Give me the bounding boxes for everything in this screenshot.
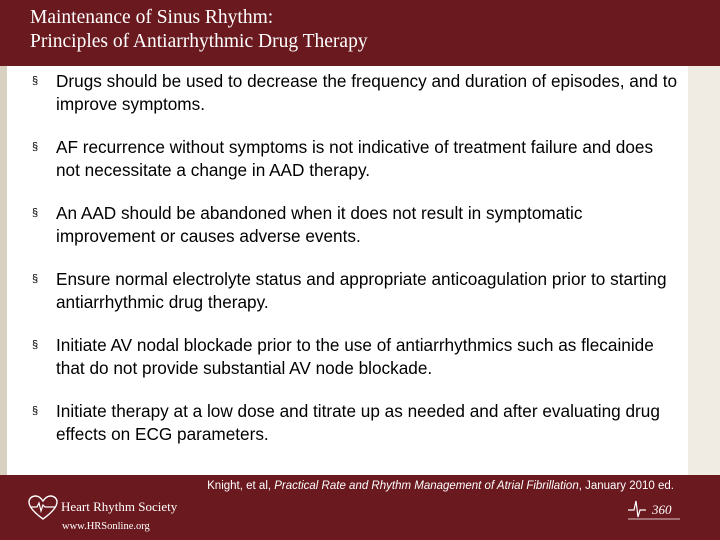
bullet-text: Ensure normal electrolyte status and appropriate anticoagulation prior to starting antiarrhythmic drug therapy. xyxy=(56,269,667,312)
bullet-marker-icon: § xyxy=(32,75,39,87)
slide-title xyxy=(30,6,368,54)
bullet-item xyxy=(30,400,680,445)
bullet-item xyxy=(30,136,680,181)
bullet-item xyxy=(30,334,680,379)
citation xyxy=(207,480,674,492)
bullet-text: Initiate AV nodal blockade prior to the use of antiarrhythmics such as flecainide that do not provide substantial AV node blockade. xyxy=(56,335,654,378)
bullet-marker-icon: § xyxy=(32,207,39,219)
bullet-item xyxy=(30,202,680,247)
bullet-text: An AAD should be abandoned when it does not result in symptomatic improvement or causes adverse events. xyxy=(56,203,583,246)
badge-text: 360 xyxy=(652,502,672,517)
slide-title-line-2: Principles of Antiarrhythmic Drug Therapy xyxy=(30,31,368,52)
bullet-text: Drugs should be used to decrease the frequency and duration of episodes, and to improve symptoms. xyxy=(56,71,678,114)
title-bar xyxy=(0,0,720,66)
heart-rhythm-society-logo xyxy=(28,495,178,521)
bullet-marker-icon: § xyxy=(32,273,39,285)
bullet-item xyxy=(30,268,680,313)
citation-title: Practical Rate and Rhythm Management of Atrial Fibrillation xyxy=(274,480,579,492)
heart-logo-icon xyxy=(28,495,58,521)
bullet-marker-icon: § xyxy=(32,141,39,153)
bullet-text: AF recurrence without symptoms is not indicative of treatment failure and does not necessitate a change in AAD therapy. xyxy=(56,137,654,180)
citation-edition: , January 2010 ed. xyxy=(578,480,674,492)
360-badge xyxy=(628,497,688,523)
bullet-list xyxy=(30,70,680,466)
website-url: www.HRSonline.org xyxy=(62,521,150,532)
citation-authors: Knight, et al, xyxy=(207,480,275,492)
footer-bar xyxy=(0,475,720,540)
bullet-text: Initiate therapy at a low dose and titrate up as needed and after evaluating drug effects on ECG parameters. xyxy=(56,401,660,444)
left-accent-bar xyxy=(0,66,7,475)
bullet-marker-icon: § xyxy=(32,339,39,351)
logo-text: Heart Rhythm Society xyxy=(61,499,178,514)
bullet-item xyxy=(30,70,680,115)
bullet-marker-icon: § xyxy=(32,405,39,417)
slide-title-line-1: Maintenance of Sinus Rhythm: xyxy=(30,7,274,28)
right-accent-bar xyxy=(688,66,720,475)
